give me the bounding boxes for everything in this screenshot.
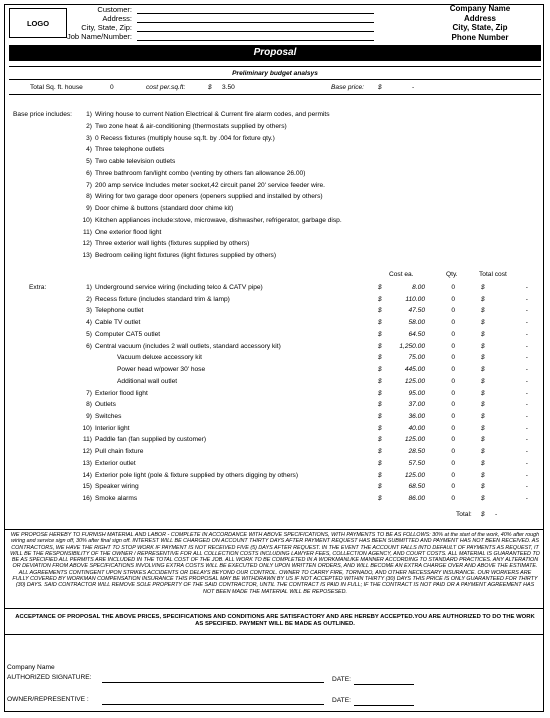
extra-item-total-currency: $: [481, 413, 485, 421]
extra-item-cost: 125.00: [404, 436, 425, 444]
extra-item-total-currency: $: [481, 295, 485, 303]
acceptance-statement: ACCEPTANCE OF PROPOSAL THE ABOVE PRICES, SPECIFICATIONS AND CONDITIONS ARE SATISFACTORY AND ARE HEREBY ACCEPTED.YOU ARE AUTHORIZED TO DO THE WORK AS SPECIFIED. PAYMENT WILL BE MADE AS OUTLINED.: [15, 614, 535, 627]
extra-item-currency: $: [378, 448, 382, 456]
extra-item-total-currency: $: [481, 307, 485, 315]
extra-item-currency: $: [378, 471, 382, 479]
extra-item-text: Computer CAT5 outlet: [95, 330, 161, 338]
city-state-zip-label: City, State, Zip:: [81, 23, 132, 32]
extra-item-number: 5): [86, 330, 92, 338]
extra-item-total: -: [525, 401, 528, 409]
total-value: -: [495, 511, 498, 518]
extra-item-currency: $: [378, 295, 382, 303]
extra-item-qty: 0: [451, 330, 455, 338]
extra-item-qty: 0: [451, 366, 455, 374]
job-name-field[interactable]: [137, 40, 374, 41]
extra-item-total: -: [525, 354, 528, 362]
extra-item-text: Cable TV outlet: [95, 319, 141, 327]
base-price-currency: $: [378, 84, 382, 91]
base-item-number: 10): [82, 216, 92, 224]
extra-item-total: -: [525, 448, 528, 456]
total-label: Total:: [456, 511, 472, 518]
base-item-number: 9): [86, 205, 92, 212]
extra-item-text: Pull chain fixture: [95, 448, 144, 456]
extra-item-text: Underground service wiring (including telco & CATV pipe): [95, 284, 263, 291]
extra-item-number: 8): [86, 401, 92, 409]
extra-item-cost: 57.50: [408, 459, 425, 467]
extra-item-qty: 0: [451, 424, 455, 432]
company-phone: Phone Number: [451, 32, 509, 42]
extra-item-cost: 68.50: [408, 483, 425, 491]
extra-item-total: -: [525, 319, 528, 327]
base-item-text: One exterior flood light: [95, 228, 162, 236]
extra-item-currency: $: [378, 284, 382, 291]
base-item-number: 13): [82, 252, 92, 259]
extra-item-total-currency: $: [481, 319, 485, 327]
base-item-text: Wiring for two garage door openers (openers supplied and installed by others): [95, 193, 323, 201]
extra-item-total-currency: $: [481, 436, 485, 444]
base-item-number: 6): [86, 169, 92, 177]
extra-item-cost: 40.00: [408, 424, 425, 432]
base-item-text: Two zone heat & air-conditioning (thermostats supplied by others): [95, 122, 287, 130]
extra-item-total: -: [525, 459, 528, 467]
base-item-text: Three bathroom fan/light combo (venting by others fan allowance 26.00): [95, 169, 306, 177]
extra-item-text: Interior light: [95, 424, 130, 432]
extra-item-total: -: [525, 436, 528, 444]
extra-item-number: 7): [86, 389, 92, 397]
extra-item-currency: $: [378, 366, 382, 374]
base-item-text: Wiring house to current Nation Electrical & Current fire alarm codes, and permits: [95, 111, 330, 118]
cost-per-sqft-label: cost per.sq.ft:: [146, 84, 186, 91]
extra-item-currency: $: [378, 307, 382, 315]
extra-item-text: Paddle fan (fan supplied by customer): [95, 436, 207, 444]
base-item-number: 1): [86, 111, 92, 118]
extra-item-total: -: [525, 377, 528, 385]
extra-item-total-currency: $: [481, 495, 485, 503]
base-item-text: Bedroom ceiling light fixtures (light fixtures supplied by others): [95, 252, 277, 259]
extra-item-currency: $: [378, 495, 382, 503]
extra-item-currency: $: [378, 389, 382, 397]
extra-item-text: Recess fixture (includes standard trim & lamp): [95, 295, 230, 303]
extra-item-currency: $: [378, 436, 382, 444]
extra-item-total: -: [525, 366, 528, 374]
extra-item-text: Additional wall outlet: [117, 377, 178, 385]
extra-item-number: 6): [86, 342, 92, 350]
total-sqft-label: Total Sq. ft. house: [30, 84, 83, 91]
extra-item-cost: 110.00: [405, 295, 425, 303]
col-cost-header: Cost ea.: [389, 271, 414, 278]
base-item-number: 5): [86, 158, 92, 165]
extra-item-total: -: [525, 389, 528, 397]
owner-signature-field[interactable]: [102, 704, 324, 705]
divider: [9, 79, 541, 80]
extra-item-qty: 0: [451, 342, 455, 350]
base-item-text: Two cable television outlets: [95, 158, 176, 165]
extra-item-cost: 36.00: [408, 413, 425, 421]
divider: [9, 94, 541, 95]
extra-item-qty: 0: [451, 389, 455, 397]
extra-item-text: Exterior pole light (pole & fixture supplied by others digging by others): [95, 471, 299, 479]
extra-item-cost: 125.00: [404, 471, 425, 479]
extra-item-total-currency: $: [481, 366, 485, 374]
extra-item-qty: 0: [451, 471, 455, 479]
extra-item-total-currency: $: [481, 330, 485, 338]
city-state-zip-field[interactable]: [137, 31, 374, 32]
extra-item-text: Exterior outlet: [95, 459, 136, 467]
owner-date-label: DATE:: [332, 697, 351, 704]
base-item-number: 8): [86, 193, 92, 201]
company-name: Company Name: [449, 4, 511, 13]
extra-item-total: -: [525, 330, 528, 338]
extra-item-qty: 0: [451, 307, 455, 315]
extra-item-total-currency: $: [481, 389, 485, 397]
extra-item-number: 11): [82, 436, 92, 444]
extra-item-total-currency: $: [481, 284, 485, 291]
extra-item-total-currency: $: [481, 459, 485, 467]
base-item-number: 12): [82, 240, 92, 248]
extra-item-number: 13): [82, 459, 92, 467]
address-field[interactable]: [137, 22, 374, 23]
divider: [5, 634, 544, 635]
extra-item-cost: 445.00: [404, 366, 425, 374]
extra-item-qty: 0: [451, 377, 455, 385]
extra-item-qty: 0: [451, 495, 455, 503]
logo: LOGO: [9, 8, 67, 38]
extra-item-number: 14): [82, 471, 92, 479]
extra-item-currency: $: [378, 424, 382, 432]
extra-item-qty: 0: [451, 354, 455, 362]
extra-item-currency: $: [378, 413, 382, 421]
col-total-header: Total cost: [479, 271, 507, 278]
base-item-number: 7): [86, 181, 92, 189]
base-price-value: -: [412, 84, 415, 91]
extra-item-currency: $: [378, 330, 382, 338]
extra-item-text: Vacuum deluxe accessory kit: [117, 354, 202, 362]
base-item-number: 11): [82, 228, 92, 236]
authorized-date-label: DATE:: [332, 676, 351, 683]
extra-item-qty: 0: [451, 295, 455, 303]
extra-item-currency: $: [378, 342, 382, 350]
customer-field[interactable]: [137, 13, 374, 14]
base-item-number: 3): [86, 134, 92, 142]
extra-item-cost: 1,250.00: [399, 342, 425, 350]
extra-item-cost: 64.50: [408, 330, 425, 338]
extra-item-cost: 58.00: [408, 319, 425, 327]
company-city: City, State, Zip: [452, 23, 508, 32]
company-address: Address: [463, 13, 496, 23]
extra-item-total-currency: $: [481, 424, 485, 432]
extra-label: Extra:: [29, 284, 47, 291]
base-includes-label: Base price includes:: [13, 111, 73, 118]
extra-item-qty: 0: [451, 459, 455, 467]
extra-item-total-currency: $: [481, 448, 485, 456]
extra-item-qty: 0: [451, 448, 455, 456]
extra-item-cost: 47.50: [408, 307, 425, 315]
extra-item-total: -: [525, 413, 528, 421]
extra-item-cost: 28.50: [408, 448, 425, 456]
extra-item-total-currency: $: [481, 471, 485, 479]
extra-item-cost: 125.00: [404, 377, 425, 385]
base-item-number: 4): [86, 146, 92, 154]
extra-item-text: Power head w/power 30' hose: [117, 366, 206, 374]
address-label: Address:: [102, 14, 132, 23]
extra-item-text: Telephone outlet: [95, 307, 144, 315]
extra-item-qty: 0: [451, 436, 455, 444]
total-currency: $: [481, 511, 485, 518]
customer-label: Customer:: [97, 5, 132, 14]
extra-item-number: 15): [82, 483, 92, 491]
extra-item-cost: 37.00: [408, 401, 425, 409]
extra-item-total: -: [525, 295, 528, 303]
extra-item-cost: 95.00: [408, 389, 425, 397]
authorized-signature-label: AUTHORIZED SIGNATURE:: [7, 674, 92, 681]
extra-item-text: Central vacuum (includes 2 wall outlets, standard accessory kit): [95, 342, 281, 350]
extra-item-total: -: [525, 495, 528, 503]
base-item-text: Three exterior wall lights (fixtures supplied by others): [95, 240, 250, 248]
extra-item-total-currency: $: [481, 354, 485, 362]
extra-item-qty: 0: [451, 413, 455, 421]
divider: [5, 608, 544, 609]
owner-date-field[interactable]: [354, 705, 414, 706]
base-item-text: Door chime & buttons (standard door chime kit): [95, 205, 234, 212]
extra-item-number: 1): [86, 284, 92, 291]
extra-item-cost: 86.00: [408, 495, 425, 503]
extra-item-number: 12): [82, 448, 92, 456]
extra-item-total: -: [525, 424, 528, 432]
extra-item-number: 16): [82, 495, 92, 503]
extra-item-text: Outlets: [95, 401, 116, 409]
base-item-text: Kitchen appliances include:stove, microwave, dishwasher, refrigerator, garbage disp.: [95, 216, 342, 224]
cost-per-sqft-value: 3.50: [222, 84, 235, 91]
extra-item-cost: 8.00: [412, 284, 425, 291]
base-price-label: Base price:: [331, 84, 364, 91]
cost-currency: $: [208, 84, 212, 91]
extra-item-currency: $: [378, 401, 382, 409]
extra-item-total: -: [525, 471, 528, 479]
extra-item-number: 3): [86, 307, 92, 315]
extra-item-qty: 0: [451, 319, 455, 327]
extra-item-total: -: [525, 483, 528, 491]
job-name-label: Job Name/Number:: [66, 32, 132, 41]
base-item-text: 0 Recess fixtures (multiply house sq.ft. by .004 for fixture qty.): [95, 134, 275, 142]
extra-item-cost: 75.00: [408, 354, 425, 362]
extra-item-number: 9): [86, 413, 92, 421]
col-qty-header: Qty.: [446, 271, 458, 278]
extra-item-currency: $: [378, 483, 382, 491]
terms-paragraph: WE PROPOSE HEREBY TO FURNISH MATERIAL AND LABOR - COMPLETE IN ACCORDANCE WITH ABOVE SPECIFICATIONS, WITH PAYMENTS TO BE AS FOLLOWS: 30% at the start of the work, 40% after rough wiring and service sign off, 30% after final sign off. INTEREST WILL BE CHARGED ON ACCOUNT THIRTY DAYS AFTER PAYMENT REQUEST HAS BEEN SUBMITTED AND PAYMENT HAS NOT BEEN RECEIVED. AS CONTRACTORS, WE HAVE THE RIGHT TO STOP WORK IF PAYMENT IS NOT RECEIVED FIVE (5) DAYS AFTER REQUEST. IN THE EVENT THE ACCOUNT FALLS INTO DEFAULT OF PAYMENTS AS REQUEST, IT WILL BE THE RESPONSIBILITY OF THE OWNER / REPRESENTIVE FOR ALL COLLECTION COSTS INCLUDING LAWYER FEES, COLLECTION AGENCY, AND COURT COSTS. ALL MATERIAL IS GUARANTEED TO BE AS SPECIFIED ALL PERMITS ARE INCLUDED IN THE TOTAL COST OF THE JOB. ALL WORK TO BE COMPLETED IN A WORKMANLIKE MANNER ACCORDING TO STANDARD PRACTICES. ANY ALTERATION OR DEVIATION FROM ABOVE SPECIFICATIONS INVOLVING EXTRA COSTS WILL BE EXECUTED ONLY UPON WRITTEN ORDERS, AND WILL BECOME AN EXTRA CHARGE OVER AND ABOVE THE ESTIMATE. ALL AGREEMENTS CONTINGENT UPON STRIKES ACCIDENTS OR DELAYS BEYOND OUR CONTROL. OWNER TO CARRY FIRE, TORNADO, AND OTHER NECESSARY INSURANCE. OUR WORKERS ARE FULLY COVERED BY WORKMAN COMPENSATION INSURANCE THIS PROPOSAL MAY BE WITHDRAWN BY US IF NOT ACCEPTED WITHIN THIRTY (30) DAYS THIS PRICE IS ONLY GUARANTEED FOR THIRTY (30) DAYS. SAID CONTRACTOR WILL REMOVE SOLE PROPERTY OF THE SAID CONTRACTOR, UNTIL THE CONTRACT IS PAID IN FULL; IF THE CONTRACT IS NOT PAID OR A PAYMENT AGREEMENT HAS NOT BEEN MADE THE MATERIAL WILL BE REPOSESED.: [10, 532, 540, 595]
authorized-signature-field[interactable]: [102, 682, 324, 683]
extra-item-number: 10): [82, 424, 92, 432]
extra-item-qty: 0: [451, 284, 455, 291]
extra-item-currency: $: [378, 459, 382, 467]
extra-item-total-currency: $: [481, 483, 485, 491]
extra-item-text: Switches: [95, 413, 122, 421]
extra-item-qty: 0: [451, 483, 455, 491]
extra-item-total: -: [525, 284, 528, 291]
extra-item-currency: $: [378, 319, 382, 327]
extra-item-text: Smoke alarms: [95, 495, 138, 503]
extra-item-total: -: [525, 307, 528, 315]
total-sqft-value: 0: [110, 84, 114, 91]
base-item-text: 200 amp service Includes meter socket,42 circuit panel 20' service feeder wire.: [95, 181, 325, 189]
base-item-number: 2): [86, 122, 92, 130]
proposal-title: Proposal: [9, 45, 541, 61]
extra-item-number: 4): [86, 319, 92, 327]
extra-item-text: Exterior flood light: [95, 389, 148, 397]
owner-label: OWNER/REPRESENTIVE :: [7, 696, 89, 703]
base-item-text: Three telephone outlets: [95, 146, 165, 154]
extra-item-total-currency: $: [481, 377, 485, 385]
extra-item-number: 2): [86, 295, 92, 303]
budget-heading: Preliminary budget analsys: [232, 70, 318, 77]
extra-item-currency: $: [378, 377, 382, 385]
sig-company-name: Company Name: [7, 664, 55, 671]
extra-item-total: -: [525, 342, 528, 350]
extra-item-text: Speaker wiring: [95, 483, 139, 491]
extra-item-total-currency: $: [481, 342, 485, 350]
divider: [9, 66, 541, 67]
extra-item-total-currency: $: [481, 401, 485, 409]
extra-item-currency: $: [378, 354, 382, 362]
authorized-date-field[interactable]: [354, 684, 414, 685]
divider: [5, 529, 544, 530]
extra-item-qty: 0: [451, 401, 455, 409]
